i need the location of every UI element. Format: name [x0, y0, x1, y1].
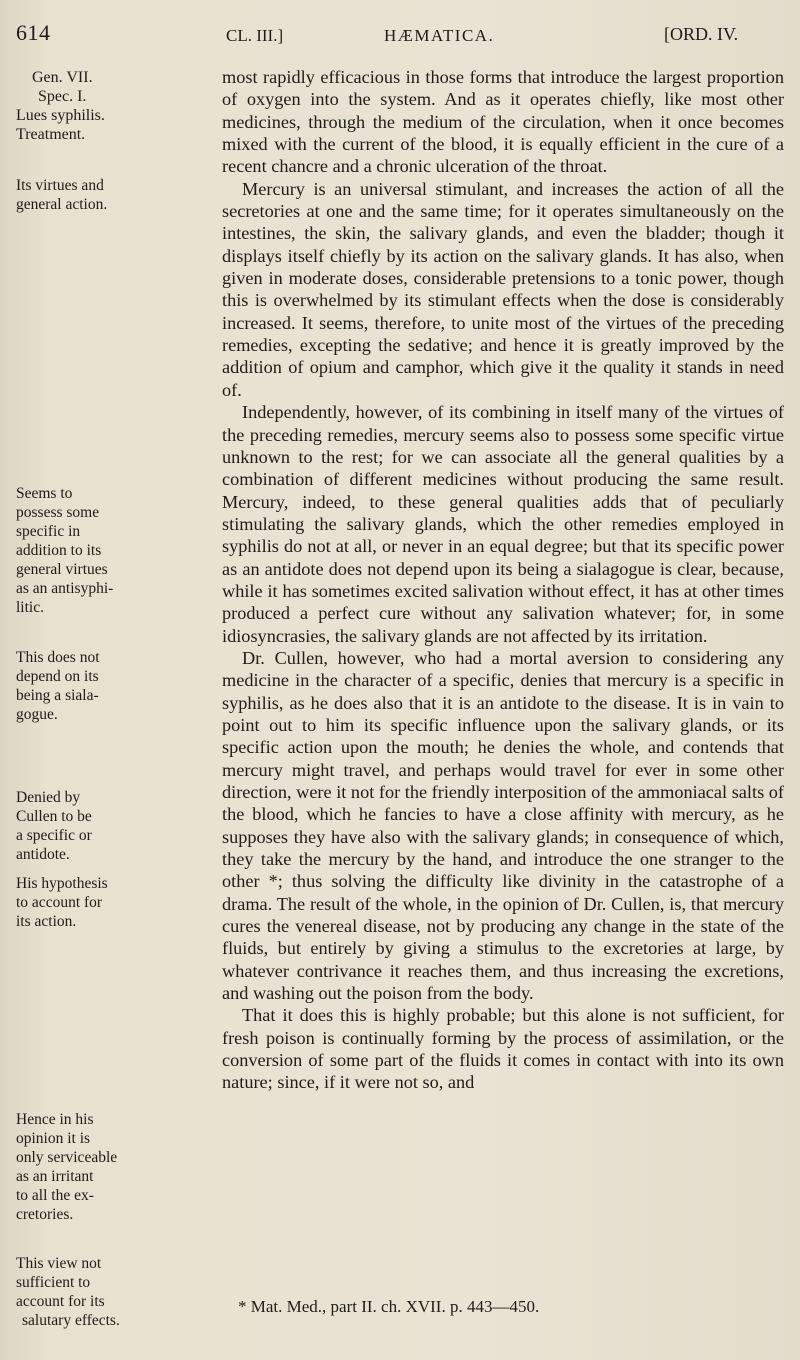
page-number: 614 — [16, 20, 51, 45]
margin-note-specific: Seems to possess some specific in addition to its general virtues as an antisyphi- litic. — [16, 485, 114, 616]
paragraph: That it does this is highly probable; but this alone is not sufficient, for fresh poison is continually forming by the process of assimilation, or the conversion of some part of the fluids it comes in contact with into its own nature; since, if it were not so, and — [222, 1005, 784, 1093]
margin-note-hypothesis: His hypothesis to account for its action. — [16, 875, 108, 930]
paragraph: most rapidly efficacious in those forms that introduce the largest proportion of oxygen into the system. And as it operates chiefly, like most other medicines, through the medium of the circulation, when it once becomes mixed with the current of the blood, it is equally efficient in the cure of a recent chancre and a chronic ulceration of the throat. — [222, 67, 784, 177]
margin-note-sialagogue: This does not depend on its being a siala- gogue. — [16, 649, 100, 723]
margin-note-insufficient: This view not sufficient to account for its salutary effects. — [16, 1255, 120, 1329]
margin-notes — [16, 66, 202, 1329]
paragraph: Independently, however, of its combining in itself many of the virtues of the preceding remedies, mercury seems also to possess some specific virtue unknown to the rest; for we can associate all the general qualities by a combination of different medicines without producing the same result. Mercury, indeed, to these general qualities adds that of peculiarly stimulating the salivary glands, which the other remedies employed in syphilis do not at all, or never in an equal degree; but that its specific power as an antidote does not depend upon its being a sialagogue is clear, because, while it has sometimes excited salivation without effect, it has at other times produced a perfect cure without any salivation whatever; for, in some idiosyncrasies, the salivary glands are not affected by its irritation. — [222, 402, 784, 646]
class-label: CL. III.] — [226, 26, 284, 45]
running-title: HÆMATICA. — [384, 26, 495, 45]
margin-note-genus: Gen. VII. Spec. I. Lues syphilis. Treatment. — [16, 69, 105, 143]
paragraph: Mercury is an universal stimulant, and increases the action of all the secretories at one and the same time; for it operates simultaneously on the intestines, the skin, the salivary glands, and even the bladder; though it displays itself chiefly by its action on the salivary glands. It has also, when given in moderate doses, considerable pretensions to a tonic power, though this is overwhelmed by its stimulant effects when the dose is considerably increased. It seems, therefore, to unite most of the virtues of the preceding remedies, excepting the sedative; and hence it is greatly improved by the addition of opium and camphor, which give it the quality it stands in need of. — [222, 178, 784, 400]
running-header — [0, 18, 800, 58]
main-text — [222, 66, 784, 1094]
margin-note-virtues: Its virtues and general action. — [16, 177, 108, 213]
footnote: * Mat. Med., part II. ch. XVII. p. 443—450. — [238, 1297, 540, 1316]
margin-note-cullen-denial: Denied by Cullen to be a specific or antidote. — [16, 789, 92, 863]
order-label: [ORD. IV. — [664, 24, 739, 44]
margin-note-irritant: Hence in his opinion it is only serviceable as an irritant to all the ex- cretories. — [16, 1111, 118, 1223]
paragraph: Dr. Cullen, however, who had a mortal aversion to considering any medicine in the character of a specific, denies that mercury is a specific in syphilis, as he does also that it is an antidote to the disease. It is in vain to point out to him its specific influence upon the salivary glands, or its specific action upon the mouth; he denies the whole, and contends that mercury might travel, and perhaps would travel for ever in some other direction, were it not for the friendly interposition of the ammoniacal salts of the blood, which he fancies to have a close affinity with mercury, as he supposes they have also with the salivary glands; in consequence of which, they take the mercury by the hand, and introduce the one stranger to the other *; thus solving the difficulty like divinity in the catastrophe of a drama. The result of the whole, in the opinion of Dr. Cullen, is, that mercury cures the venereal disease, not by producing any change in the state of the fluids, but entirely by giving a stimulus to the excretories at large, by whatever contrivance it reaches them, and thus increasing the excretions, and washing out the poison from the body. — [222, 647, 784, 1004]
